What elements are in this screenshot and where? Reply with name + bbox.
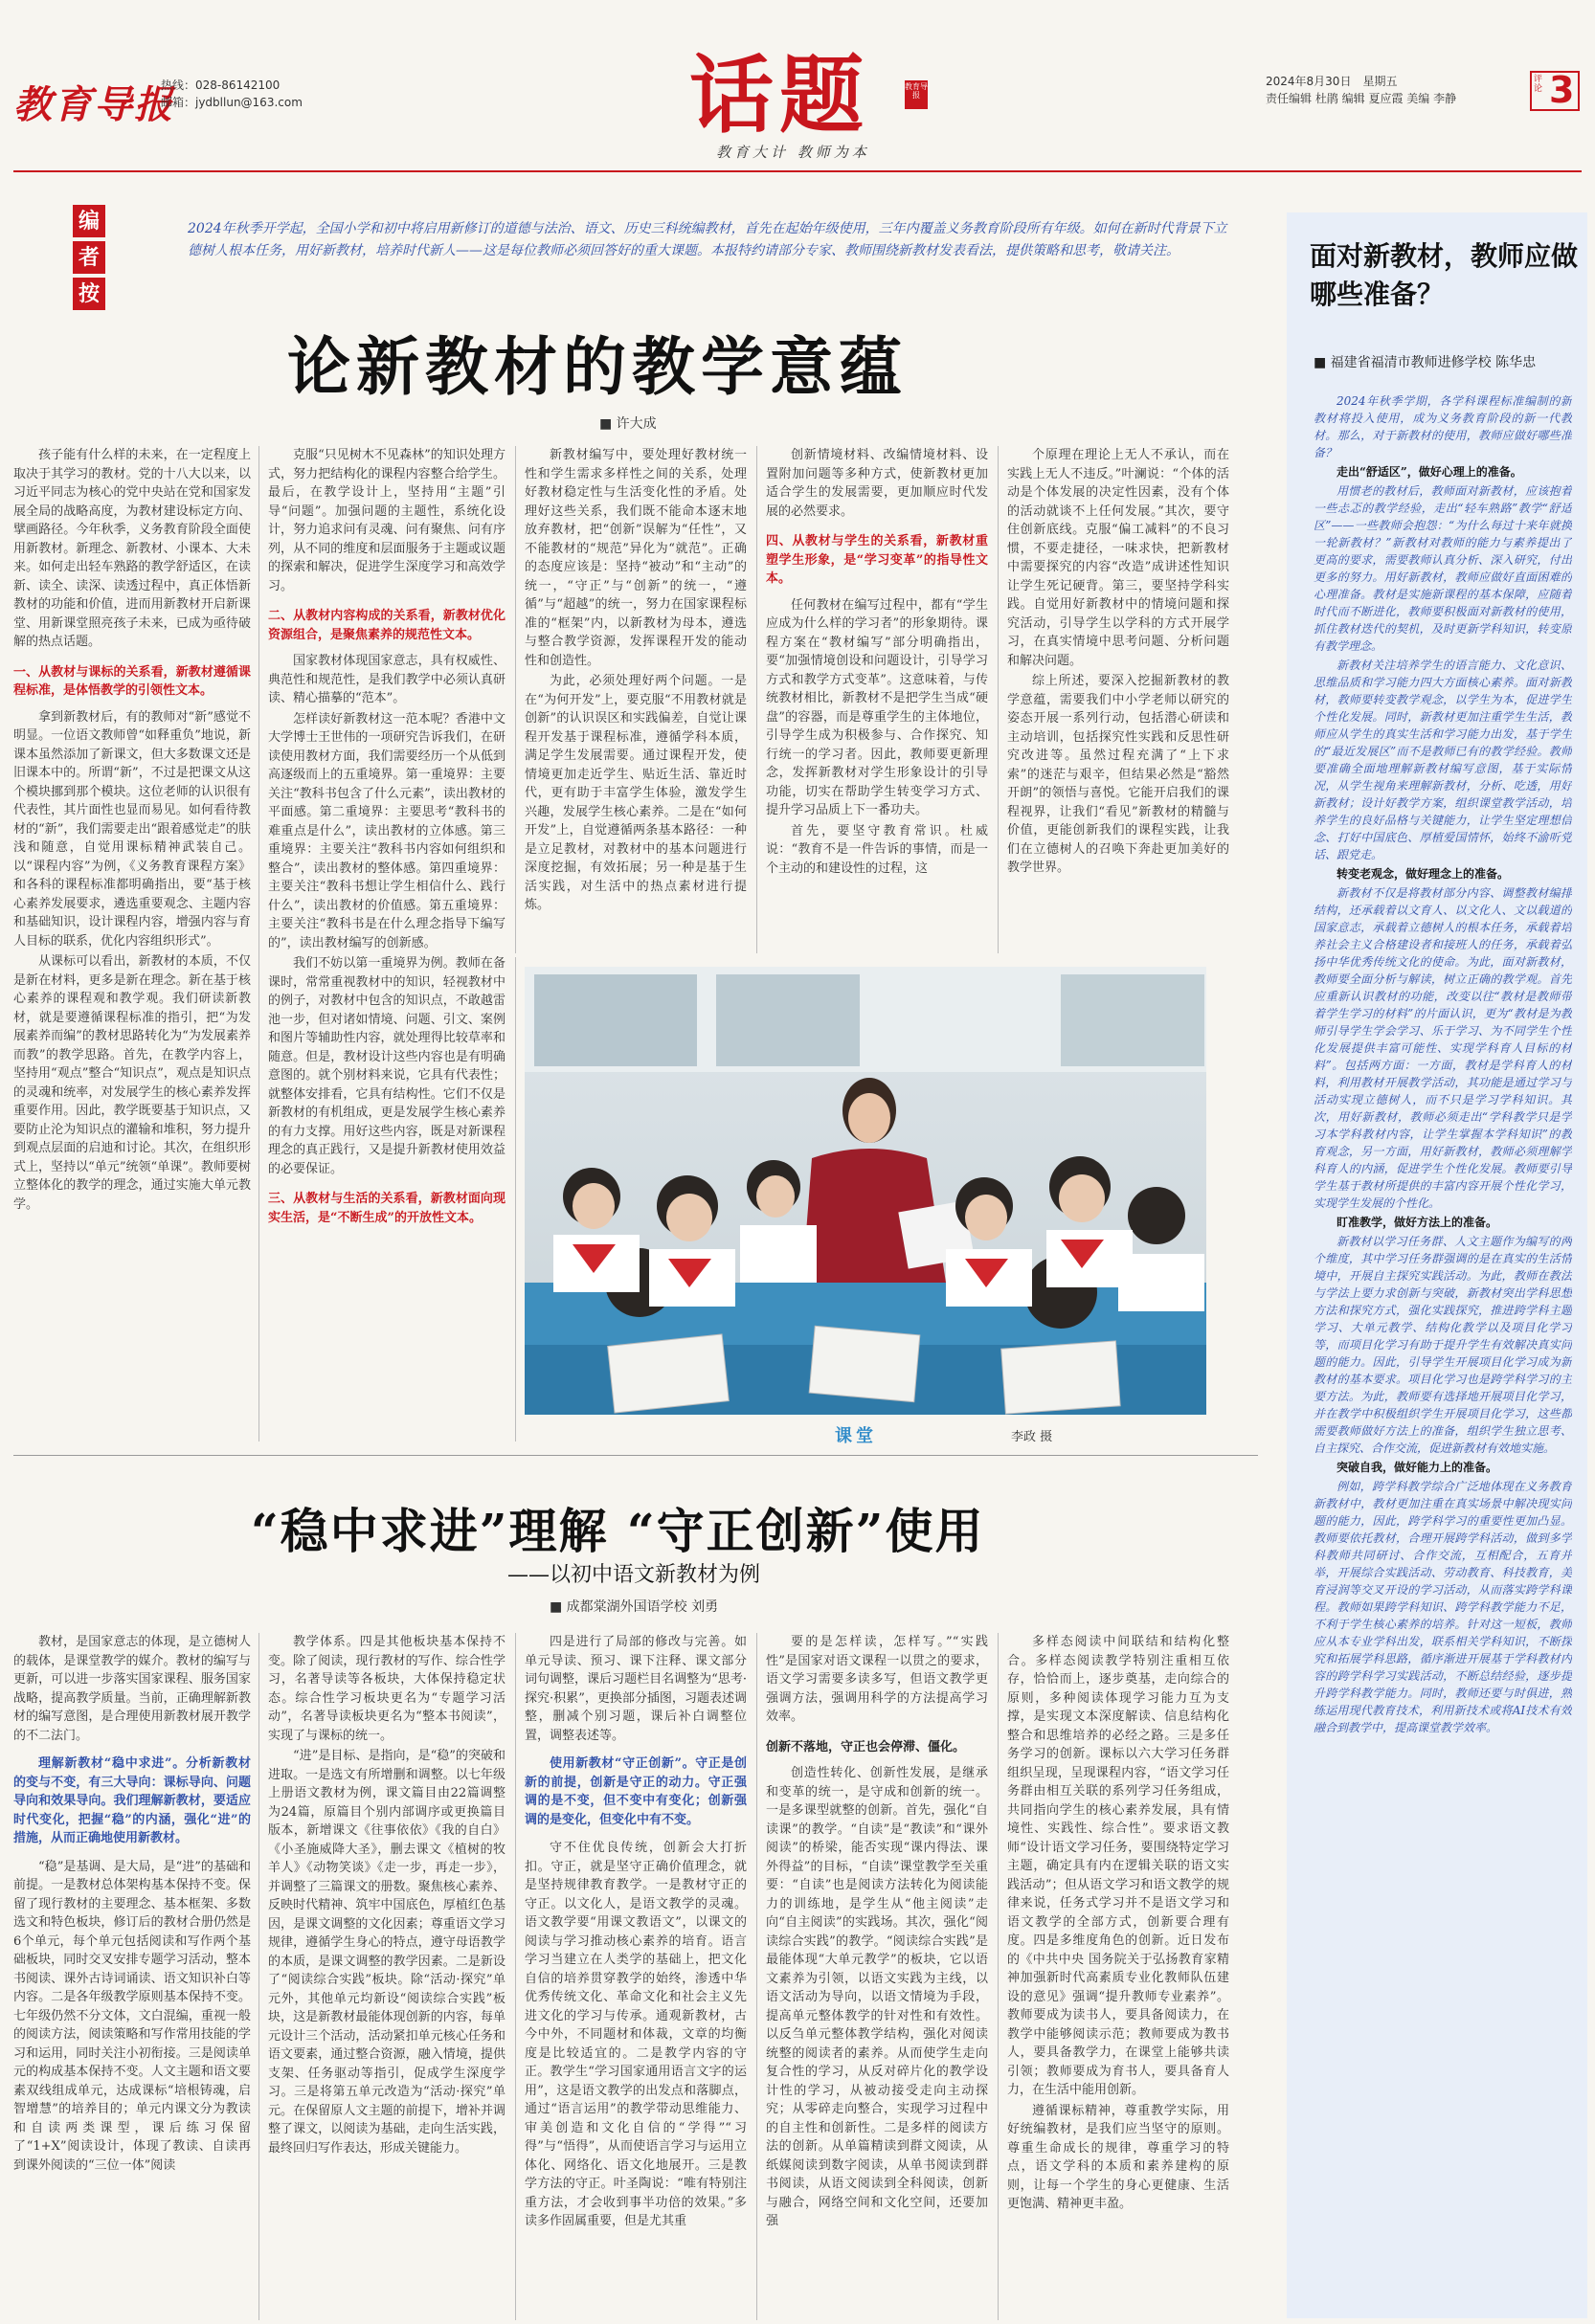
- column-rule: [258, 1633, 259, 2320]
- highlight-paragraph: 理解新教材“稳中求进”。分析新教材的变与不变，有三大导向：课标导向、问题导向和效果导向。我们理解新教材，要适应时代变化，把握“稳”的内涵，强化“进”的措施，从而正确地使用新教材。: [13, 1756, 251, 1845]
- subheading: 二、从教材内容构成的关系看，新教材优化资源组合，是聚焦素养的规范性文本。: [268, 609, 505, 642]
- sidebar-title: 面对新教材，教师应做哪些准备？: [1310, 240, 1579, 310]
- article1-column-1: [13, 446, 251, 1441]
- issue-date: 2024年8月30日 星期五: [1266, 75, 1398, 88]
- paragraph: “进”是目标、是指向，是“稳”的突破和进取。一是选文有所增删和调整。以七年级上册语文教材为例，课文篇目由22篇调整为24篇，原篇目个别内部调序或更换篇目版本，新增课文《往事依依》《我的自白》《小圣施威降大圣》，删去课文《植树的牧羊人》《动物笑谈》《走一步，再走一步》，并调整了三篇课文的册数。聚焦核心素养、反映时代精神、筑牢中国底色，厚植红色基因，是课文调整的文化因素；尊重语文学习规律，遵循学生身心的特点，遵守母语教学的本质，是课文调整的教学因素。二是新设了“阅读综合实践”板块。除“活动·探究”单元外，其他单元均新设“阅读综合实践”板块，这是新教材最能体现创新的内容，每单元设计三个活动，活动紧扣单元核心任务和语文要素，通过整合资源，融入情境，提供支架、任务驱动等指引，促成学生深度学习。三是将第五单元改造为“活动·探究”单元。在保留原人文主题的前提下，增补并调整了课文，以阅读为基础，走向生活实践，最终回归写作表达，形成关键能力。: [268, 1749, 505, 2156]
- section-title: 话题: [689, 45, 870, 145]
- email: 邮箱：jydbllun@163.com: [161, 96, 303, 109]
- paragraph: 新教材编写中，要处理好教材统一性和学生需求多样性之间的关系，处理好教材稳定性与生活变化性的矛盾。处理好这些关系，我们既不能命本逐末地放弃教材，把“创新”误解为“任性”，又不能教材的“规范”异化为“就范”。正确的态度应该是：坚持“被动”和“主动”的统一，“守正”与“创新”的统一，“遵循”与“超越”的统一，努力在国家课程标准的“框架”内，以新教材为母本，遵选与整合教学资源，发挥课程开发的能动性和创造性。: [525, 448, 747, 668]
- paragraph: 国家教材体现国家意志，具有权威性、典范性和规范性，是我们教学中必须认真研读、精心描摹的“范本”。: [268, 654, 505, 705]
- editor-note-label: [73, 205, 109, 314]
- column-rule: [258, 446, 259, 1441]
- column-rule: [515, 957, 516, 1441]
- sidebar-subheading: 转变老观念，做好理念上的准备。: [1337, 867, 1510, 881]
- sidebar-subheading: 盯准教学，做好方法上的准备。: [1337, 1216, 1498, 1229]
- subheading: 三、从教材与生活的关系看，新教材面向现实生活，是“不断生成”的开放性文本。: [268, 1192, 505, 1225]
- article2-byline: ■ 成都棠湖外国语学校 刘勇: [550, 1599, 719, 1615]
- paragraph: 任何教材在编写过程中，都有“学生应成为什么样的学习者”的形象期待。课程方案在“教材编写”部分明确指出，要“加强情境创设和问题设计，引导学习方式和教学方式变革”。这意味着，与传统教材相比，新教材不是把学生当成“硬盘”的容器，而是尊重学生的主体地位，引导学生成为积极参与、合作探究、知行统一的学习者。因此，教师要更新理念，发挥新教材对学生形象设计的引导功能，切实在帮助学生转变学习方式、提升学习品质上下一番功夫。: [766, 597, 988, 817]
- column-rule: [756, 446, 757, 953]
- sidebar-byline: ■ 福建省福清市教师进修学校 陈华忠: [1314, 355, 1537, 370]
- classroom-illustration: [525, 967, 1206, 1415]
- paragraph: 四是进行了局部的修改与完善。如单元导读、预习、课下注释、课文部分词句调整，课后习题栏目名调整为“思考·探究·积累”，更换部分插图，习题表述调整，删减个别习题，课后补白调整位置，调整表述等。: [525, 1635, 747, 1743]
- paragraph: 2024年秋季学期，各学科课程标准编制的新教材将投入使用，成为义务教育阶段的新一代教材。那么，对于新教材的使用，教师应做好哪些准备？: [1314, 394, 1572, 459]
- paragraph: 从课标可以看出，新教材的本质，不仅是新在材料，更多是新在理念。新在基于核心素养的课程观和教学观。我们研读新教材，就是要遵循课程标准的指引，把“为发展素养而编”的教材思路转化为“为发展素养而教”的教学思路。首先，在教学内容上，坚持用“观点”整合“知识点”，观点是知识点的灵魂和统率，对发展学生的核心素养发挥重要作用。因此，教学既要基于知识点，又要防止沦为知识点的灌输和堆积，努力提升到观点层面的启迪和讨论。其次，在组织形式上，坚持以“单元”统领“单课”。教师要树立整体化的教学的理念，通过实施大单元教学。: [13, 954, 251, 1212]
- paragraph: 新教材不仅是将教材部分内容、调整教材编排结构，还承载着以文育人、以文化人、文以载道的国家意志，承载着立德树人的根本任务，承载着培养社会主义合格建设者和接班人的任务，承载着弘扬中华优秀传统文化的使命。为此，面对新教材，教师要全面分析与解读，树立正确的教学观。首先应重新认识教材的功能，改变以往“教材是教师带着学生学习的材料”的片面认识，更为“教材是为教师引导学生学会学习、乐于学习、为不同学生个性化发展提供丰富可能性、实现学科育人目标的材料”。包括两方面：一方面，教材是学科育人的材料，利用教材开展教学活动，其功能是通过学习与活动实现立德树人，而不只是学习学科知识。其次，用好新教材，教师必须走出“学科教学只是学习本学科教材内容，让学生掌握本学科知识”的教育观念，另一方面，用好新教材，教师必须理解学科育人的内涵，促进学生个性化发展。教师要引导学生基于教材所提供的丰富内容开展个性化学习，实现学生发展的个性化。: [1314, 886, 1572, 1210]
- hotline: 热线：028-86142100: [161, 78, 281, 92]
- article2-subtitle: ——以初中语文新教材为例: [507, 1563, 761, 1587]
- paragraph: 拿到新教材后，有的教师对“新”感觉不明显。一位语文教师曾“如释重负”地说，新课本虽然添加了新课文，但大多数课文还是旧课本中的。所谓“新”，不过是把课文从这个模块挪到那个模块。这位老师的认识很有代表性，其片面性也显而易见。如何看待教材的“新”，我们需要走出“跟着感觉走”的肤浅和随意，自觉用课标精神武装自己。以“课程内容”为例，《义务教育课程方案》和各科的课程标准都明确指出，要“基于核心素养发展要求，遴选重要观念、主题内容和基础知识，设计课程内容，增强内容与育人目标的联系，优化内容组织形式”。: [13, 709, 251, 949]
- page-number: 3: [1549, 69, 1575, 111]
- paragraph: 多样态阅读中间联结和结构化整合。多样态阅读教学特别注重相互依存，恰恰而上，逐步奠基，走向综合的原则，多种阅读体现学习能力互为支撑，是实现文本深度解读、信息结构化整合和思维培养的必经之路。三是多任务学习的创新。课标以六大学习任务群组织呈现，呈现课程内容，“语文学习任务群由相互关联的系列学习任务组成，共同指向学生的核心素养发展，具有情境性、实践性、综合性”。要求语文教师“设计语文学习任务，要围绕特定学习主题，确定具有内在逻辑关联的语文实践活动”；但从语文学习和语文教学的规律来说，任务式学习并不是语文学习和语文教学的全部方式，创新要合理有度。四是多维度角色的创新。近日发布的《中共中央 国务院关于弘扬教育家精神加强新时代高素质专业化教师队伍建设的意见》强调“提升教师专业素养”。教师要成为读书人，要具备阅读力，在教学中能够阅读示范；教师要成为教书人，要具备教学力，在课堂上能够共读引领；教师要成为育书人，要具备育人力，在生活中能用创新。: [1007, 1635, 1229, 2097]
- section-seal: 教育导报: [905, 80, 928, 109]
- column-rule: [998, 446, 999, 953]
- page-number-box: [1530, 71, 1580, 111]
- subheading: 一、从教材与课标的关系看，新教材遵循课程标准，是体悟教学的引领性文本。: [13, 664, 251, 698]
- paragraph: 新教材以学习任务群、人文主题作为编写的两个维度，其中学习任务群强调的是在真实的生活情境中，开展自主探究实践活动。为此，教师在教法与学法上要力求创新与突破，新教材突出学科思想方法和探究方式，强化实践探究，推进跨学科主题学习、大单元教学、结构化教学以及项目化学习等，而项目化学习有助于提升学生有效解决真实问题的能力。因此，引导学生开展项目化学习成为新教材的基本要求。项目化学习也是跨学科学习的主要方法。为此，教师要有选择地开展项目化学习，并在教学中积极组织学生开展项目化学习，这些都需要教师做好方法上的准备，组织学生独立思考、自主探究、合作交流，促进新教材有效地实施。: [1314, 1235, 1572, 1455]
- article2-title: “稳中求进”理解 “守正创新”使用: [251, 1503, 985, 1559]
- photo-credit: 李政 摄: [1011, 1430, 1053, 1444]
- masthead-divider: [13, 170, 1582, 172]
- paragraph: 例如，跨学科教学综合广泛地体现在义务教育新教材中，教材更加注重在真实场景中解决现实问题的能力，因此，跨学科学习的重要性更加凸显。教师要依托教材，合理开展跨学科活动，做到多学科教师共同研讨、合作交流，互相配合，五育并举，开展综合实践活动、劳动教育、科技教育，美育浸润等交叉开设的学习活动，从而落实跨学科课程。教师如果跨学科知识、跨学科教学能力不足，不利于学生核心素养的培养。针对这一短板，教师应从本专业学科出发，联系相关学科知识，不断探究和拓展学科思路，循序渐进开展基于学科教材内容的跨学科学习实践活动，不断总结经验，逐步提升跨学科教学能力。同时，教师还要与时俱进，熟练运用现代教育技术，利用新技术或将AI技术有效融合到教学中，提高课堂教学效率。: [1314, 1480, 1572, 1734]
- article-divider: [13, 1455, 1258, 1456]
- paragraph: 教学体系。四是其他板块基本保持不变。除了阅读，现行教材的写作、综合性学习，名著导读等各板块，大体保持稳定状态。综合性学习板块更名为“专题学习活动”，名著导读板块更名为“整本书阅读”，实现了与课标的统一。: [268, 1635, 505, 1743]
- article2-column-4: [766, 1633, 988, 2320]
- article2-column-1: [13, 1633, 251, 2320]
- editor-note-char-2: 者: [73, 241, 105, 274]
- editor-note-text: 2024年秋季开学起，全国小学和初中将启用新修订的道德与法治、语文、历史三科统编教材，首先在起始年级使用，三年内覆盖义务教育阶段所有年级。如何在新时代背景下立德树人根本任务，用好新教材，培养时代新人——这是每位教师必须回答好的重大课题。本报特约请部分专家、教师围绕新教材发表看法，提供策略和思考，敬请关注。: [188, 221, 1227, 258]
- paragraph: 首先，要坚守教育常识。杜威说：“教育不是一件告诉的事情，而是一个主动的和建设性的过程，这: [766, 823, 988, 876]
- article1-column-2: [268, 446, 505, 1441]
- paragraph: 孩子能有什么样的未来，在一定程度上取决于其学习的教材。党的十八大以来，以习近平同志为核心的党中央站在党和国家发展全局的战略高度，为教材建设标定方向、擘画路径。今年秋季，义务教育阶段全面使用新教材。新理念、新教材、小课本、大未来。如何走出轻车熟路的教学舒适区，在读新、读全、读深、读透过程中，真正体悟新教材的功能和价值，进而用新教材开启新课堂、用新课堂照亮孩子未来，已成为亟待破解的热点话题。: [13, 448, 251, 649]
- column-rule: [515, 446, 516, 953]
- paragraph: 遵循课标精神，尊重教学实际，用好统编教材，是我们应当坚守的原则。尊重生命成长的规律，尊重学习的特点，语文学科的本质和素养建构的原则，让每一个学生的身心更健康、生活更饱满、精神更丰盈。: [1007, 2103, 1229, 2211]
- highlight-paragraph: 使用新教材“守正创新”。守正是创新的前提，创新是守正的动力。守正强调的是不变，但不变中有变化；创新强调的是变化，但变化中有不变。: [525, 1756, 747, 1827]
- article1-column-4: [766, 446, 988, 953]
- editor-note-char-1: 编: [73, 205, 105, 237]
- paragraph: 要的是怎样读，怎样写。”“实践性”是国家对语文课程一以贯之的要求，语文学习需要多读多写，但语文教学更强调方法，强调用科学的方法提高学习效率。: [766, 1635, 988, 1724]
- subheading: 创新不落地，守正也会停滞、僵化。: [766, 1739, 966, 1754]
- article1-byline: ■ 许大成: [599, 416, 657, 432]
- paragraph: 教材，是国家意志的体现，是立德树人的载体，是课堂教学的媒介。教材的编写与更新，可以进一步落实国家课程、服务国家战略，提高教学质量。当前，正确理解新教材的编写意图，是合理使用新教材展开教学的不二法门。: [13, 1635, 251, 1743]
- photo-label: 课堂: [835, 1426, 877, 1446]
- sidebar-body: [1314, 392, 1572, 2307]
- paragraph: 我们不妨以第一重境界为例。教师在备课时，常常重视教材中的知识，轻视教材中的例子，对教材中包含的知识点，不敢越雷池一步，但对诸如情境、问题、引文、案例和图片等辅助性内容，就处理得比较草率和随意。但是，教材设计这些内容也是有明确意图的。就个别材料来说，它具有代表性；就整体安排看，它具有结构性。它们不仅是新教材的有机组成，更是发展学生核心素养的有力支撑。用好这些内容，既是对新课程理念的真正践行，又是提升新教材使用效益的必要保证。: [268, 956, 505, 1176]
- article2-column-3: [525, 1633, 747, 2320]
- paragraph: 个原理在理论上无人不承认，而在实践上无人不违反。”叶澜说：“个体的活动是个体发展的决定性因素，没有个体的活动就谈不上任何发展。”其次，要守住创新底线。克服“偏工减料”的不良习惯，不要走捷径，一味求快，把新教材中需要探究的内容“改造”成讲述性知识让学生死记硬背。第三，要坚持学科实践。自觉用好新教材中的情境问题和探究活动，引导学生以学科的方式开展学习，在真实情境中思考问题、分析问题和解决问题。: [1007, 448, 1229, 668]
- paragraph: 用惯老的教材后，教师面对新教材，应该抱着一些忐忑的教学经验，走出“轻车熟路”教学“舒适区”——一些教师会抱怨：“为什么每过十来年就换一轮新教材？”新教材对教师的能力与素养提出了更高的要求，需要教师认真分析、深入研究，付出更多的努力。用好新教材，教师应做好直面困难的心理准备。教材是实施新课程的基本保障，应随着时代而不断进化，教师要积极面对新教材的使用，抓住教材迭代的契机，及时更新学科知识，转变原有教学理念。: [1314, 484, 1572, 653]
- contact-info: [161, 77, 303, 111]
- article1-column-5: [1007, 446, 1229, 953]
- paragraph: 守不住优良传统，创新会大打折扣。守正，就是坚守正确价值理念，就是坚持规律教育教学。一是教材守正的守正。以文化人，是语文教学的灵魂。语文教学要“用课文教语文”，以课文的阅读与学习推动核心素养的培育。语言学习当建立在人类学的基础上，把文化自信的培养贯穿教学的始终，渗透中华优秀传统文化、革命文化和社会主义先进文化的学习与传承。通观新教材，古今中外，不同题材和体裁，文章的均衡度是比较适宜的。二是教学内容的守正。教学生“学习国家通用语言文字的运用”，这是语文教学的出发点和落脚点，通过“语言运用”的教学带动思维能力、审美创造和文化自信的“学得”“习得”与“悟得”，从而使语言学习与运用立体化、网络化、语文化地展开。三是教学方法的守正。叶圣陶说：“唯有特别注重方法，才会收到事半功倍的效果。”多读多作固属重要，但是尤其重: [525, 1841, 747, 2228]
- subheading: 四、从教材与学生的关系看，新教材重塑学生形象，是“学习变革”的指导性文本。: [766, 534, 988, 586]
- paragraph: 克服“只见树木不见森林”的知识处理方式，努力把结构化的课程内容整合给学生。最后，在教学设计上，坚持用“主题”引导“问题”。加强问题的主题性，系统化设计，努力追求问有灵魂、问有聚焦、问有序列，从不同的维度和层面服务于主题或议题的探索和解决，促进学生深度学习和高效学习。: [268, 448, 505, 593]
- column-rule: [998, 1633, 999, 2320]
- editor-note-char-3: 按: [73, 278, 105, 310]
- paragraph: 创新情境材料、改编情境材料、设置附加问题等多种方式，使新教材更加适合学生的发展需要，更加顺应时代发展的必然要求。: [766, 448, 988, 519]
- column-rule: [756, 1633, 757, 2320]
- article1-title: 论新教材的教学意蕴: [287, 329, 908, 404]
- article2-column-2: [268, 1633, 505, 2320]
- editor-credits: 责任编辑 杜鹃 编辑 夏应霞 美编 李静: [1266, 92, 1457, 105]
- paragraph: 为此，必须处理好两个问题。一是在“为何开发”上，要克服“不用教材就是创新”的认识误区和实践偏差，自觉让课程开发基于课程标准，遵循学科本质，满足学生发展需要。通过课程开发，使情境更加走近学生、贴近生活、靠近时代，更有助于丰富学生体验，激发学生兴趣，发展学生核心素养。二是在“如何开发”上，自觉遵循两条基本路径：一种是立足教材，对教材中的基本问题进行深度挖掘，有效拓展；另一种是基于生活实践，对生活中的热点素材进行提炼。: [525, 674, 747, 912]
- paragraph: 怎样读好新教材这一范本呢？香港中文大学博士王世伟的一项研究告诉我们，在研读使用教材方面，我们需要经历一个从低到高逐级而上的五重境界。第一重境界：主要关注“教科书包含了什么元素”，读出教材的平面感。第二重境界：主要思考“教科书的难重点是什么”，读出教材的立体感。第三重境界：主要关注“教科书内容如何组织和整合”，读出教材的整体感。第四重境界：主要关注“教科书想让学生相信什么、践行什么”，读出教材的价值感。第五重境界：主要关注“教科书是在什么理念指导下编写的”，读出教材编写的创新感。: [268, 711, 505, 950]
- page-label: 评论: [1534, 75, 1543, 94]
- section-slogan: 教育大计 教师为本: [716, 144, 870, 161]
- sidebar-subheading: 突破自我，做好能力上的准备。: [1337, 1461, 1498, 1474]
- sidebar-subheading: 走出“舒适区”，做好心理上的准备。: [1337, 465, 1522, 479]
- article1-column-3: [525, 446, 747, 953]
- paragraph: “稳”是基调、是大局，是“进”的基础和前提。一是教材总体架构基本保持不变。保留了现行教材的主要理念、基本框架、多数选文和特色板块，修订后的教材合册仍然是6个单元，每个单元包括阅读和写作两个基础板块，同时交叉安排专题学习活动，整本书阅读、课外古诗词诵读、语文知识补白等内容。二是各年级教学原则基本保持不变。七年级仍然不分文体，文白混编，重视一般的阅读方法，阅读策略和写作常用技能的学习和运用，同时关注小初衔接。三是阅读单元的构成基本保持不变。人文主题和语文要素双线组成单元，达成课标“培根铸魂，启智增慧”的培养目的；单元内课文分为教读和自读两类课型，课后练习保留了“1+X”阅读设计，体现了教读、自读再到课外阅读的“三位一体”阅读: [13, 1859, 251, 2173]
- newspaper-brand: 教育导报: [13, 82, 174, 127]
- classroom-photo: [525, 967, 1206, 1415]
- paragraph: 综上所述，要深入挖掘新教材的教学意蕴，需要我们中小学老师以研究的姿态开展一系列行动，包括潜心研读和主动培训，包括探究性实践和反思性研究改进等。虽然过程充满了“上下求索”的迷茫与艰辛，但结果必然是“豁然开朗”的领悟与喜悦。它能开启我们的课程视界，让我们“看见”新教材的精髓与价值，更能创新我们的课程实践，让我们在立德树人的召唤下奔赴更加美好的教学世界。: [1007, 674, 1229, 875]
- paragraph: 创造性转化、创新性发展，是继承和变革的统一，是守成和创新的统一。一是多课型就整的创新。首先，强化“自读课”的教学。“自读”是“教读”和“课外阅读”的桥梁，能否实现“课内得法、课外得益”的目标，“自读”课堂教学至关重要：“自读”也是阅读方法转化为阅读能力的训练地，是学生从“他主阅读”走向“自主阅读”的实践场。其次，强化“阅读综合实践”的教学。“阅读综合实践”是最能体现“大单元教学”的板块，它以语文素养为引领，以语文实践为主线，以语文活动为导向，以语文情境为手段，提高单元整体教学的针对性和有效性。以反刍单元整体教学结构，强化对阅读统整的阅读者的素养。从而使学生走向复合性的学习，从反对碎片化的教学设计性的学习，从被动接受走向主动探究；从零碎走向整合，实现学习过程中的自主性和创新性。二是多样的阅读方法的创新。从单篇精读到群文阅读，从纸媒阅读到数字阅读，从单书阅读到群书阅读，从语文阅读到全科阅读，创新与融合，网络空间和文化空间，还要加强: [766, 1766, 988, 2228]
- paragraph: 新教材关注培养学生的语言能力、文化意识、思维品质和学习能力四大方面核心素养。面对新教材，教师要转变教学观念，以学生为本，促进学生个性化发展。同时，新教材更加注重学生生活，教师应从学生的真实生活和学习能力出发，基于学生的“最近发展区”而不是教师已有的教学经验。教师要准确全面地理解新教材编写意图，基于实际情况，从学生视角来理解新教材，分析、吃透，用好新教材；设计好教学方案，组织课堂教学活动，培养学生的良好品格与关键能力，让学生坚定理想信念、打好中国底色、厚植爱国情怀，始终不渝听党话、跟党走。: [1314, 659, 1572, 861]
- article2-column-5: [1007, 1633, 1229, 2320]
- column-rule: [515, 1633, 516, 2320]
